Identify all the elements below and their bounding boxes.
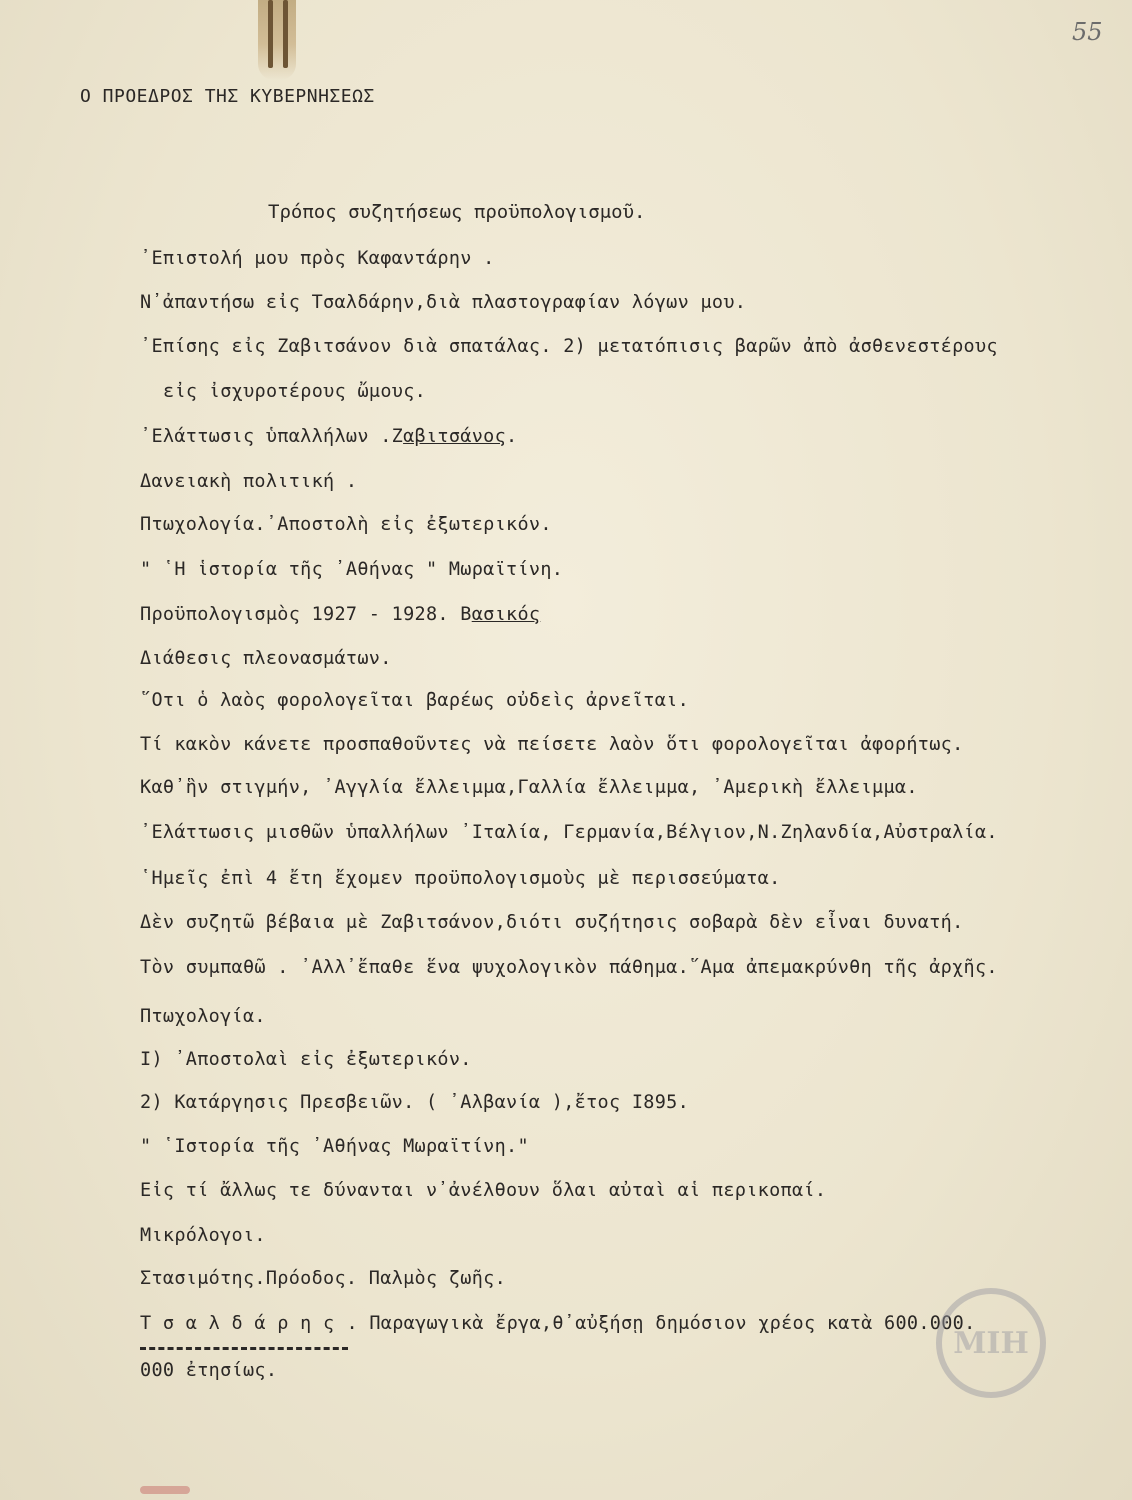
dashed-underline [140,1347,348,1350]
text-line: ᾿Ελάττωσις μισθῶν ὑπαλλήλων ᾿Ιταλία, Γερμανία,Βέλγιον,Ν.Ζηλανδία,Αὐστραλία. [140,822,998,843]
text-line: Καθ᾿ἣν στιγμήν, ᾿Αγγλία ἔλλειμμα,Γαλλία ἔλλειμμα, ᾿Αμερικὴ ἔλλειμμα. [140,777,918,798]
spaced-name: Τ σ α λ δ ά ρ η ς [140,1313,335,1334]
underlined-word: αβιτσάνος [403,426,507,447]
text-line: Δανειακὴ πολιτική . [140,471,358,492]
text-line: Ν᾿ἀπαντήσω εἰς Τσαλδάρην,διὰ πλαστογραφίαν λόγων μου. [140,292,747,313]
text-line: ῾Ημεῖς ἐπὶ 4 ἔτη ἔχομεν προϋπολογισμοὺς μὲ περισσεύματα. [140,868,781,889]
text-line [140,426,517,447]
text-line: 000 ἐτησίως. [140,1360,278,1381]
text-line: I) ᾿Αποστολαὶ εἰς ἐξωτερικόν. [140,1049,472,1070]
staple-mark [268,0,273,68]
text-line [140,604,540,625]
archive-seal-stamp [936,1288,1046,1398]
text-line [140,1313,976,1334]
text-line: " ῾Ιστορία τῆς ᾿Αθήνας Μωραϊτίνη." [140,1136,529,1157]
text-line: ᾿Επίσης εἰς Ζαβιτσάνον διὰ σπατάλας. 2) μετατόπισις βαρῶν ἀπὸ ἀσθενεστέρους [140,336,998,357]
folio-number: 55 [1072,18,1103,46]
text-line: Διάθεσις πλεονασμάτων. [140,648,392,669]
text-line: Τί κακὸν κάνετε προσπαθοῦντες νὰ πείσετε λαὸν ὅτι φορολογεῖται ἀφορήτως. [140,734,964,755]
text-fragment: . [506,426,518,447]
text-line: ῞Οτι ὁ λαὸς φορολογεῖται βαρέως οὐδεὶς ἀρνεῖται. [140,690,690,711]
seal-lettering: ΜΙΗ [953,1325,1029,1361]
text-line: Δὲν συζητῶ βέβαια μὲ Ζαβιτσάνον,διότι συζήτησις σοβαρὰ δὲν εἶναι δυνατή. [140,912,964,933]
text-line: Πτωχολογία.᾿Αποστολὴ εἰς ἐξωτερικόν. [140,514,552,535]
text-line: Εἰς τί ἄλλως τε δύνανται ν᾿ἀνέλθουν ὅλαι αὐταὶ αἱ περικοπαί. [140,1180,827,1201]
underlined-word: ασικός [471,604,541,625]
text-fragment: Προϋπολογισμὸς 1927 - 1928. Β [140,604,472,625]
document-heading: Τρόπος συζητήσεως προϋπολογισμοῦ. [268,201,646,223]
paper-stain [258,0,296,80]
staple-mark [283,0,288,68]
text-fragment: . Παραγωγικὰ ἔργα,θ᾿αὐξήσῃ δημόσιον χρέος κατὰ 600.000. [346,1313,976,1334]
text-fragment: ᾿Ελάττωσις ὑπαλλήλων .Ζ [140,426,404,447]
ink-smudge [140,1486,190,1494]
text-line: Πτωχολογία. [140,1006,266,1027]
letterhead: Ο ΠΡΟΕΔΡΟΣ ΤΗΣ ΚΥΒΕΡΝΗΣΕΩΣ [80,86,375,107]
text-line: 2) Κατάργησις Πρεσβειῶν. ( ᾿Αλβανία ),ἔτος I895. [140,1092,690,1113]
text-line: Μικρόλογοι. [140,1225,266,1246]
text-line: Στασιμότης.Πρόοδος. Παλμὸς ζωῆς. [140,1268,507,1289]
text-line: Τὸν συμπαθῶ . ᾿Αλλ᾿ἔπαθε ἕνα ψυχολογικὸν πάθημα.῞Αμα ἀπεμακρύνθη τῆς ἀρχῆς. [140,957,998,978]
text-line: " ῾Η ἱστορία τῆς ᾿Αθήνας " Μωραϊτίνη. [140,559,564,580]
text-line: ᾿Επιστολή μου πρὸς Καφαντάρην . [140,248,495,269]
text-line: εἰς ἰσχυροτέρους ὤμους. [163,381,427,402]
